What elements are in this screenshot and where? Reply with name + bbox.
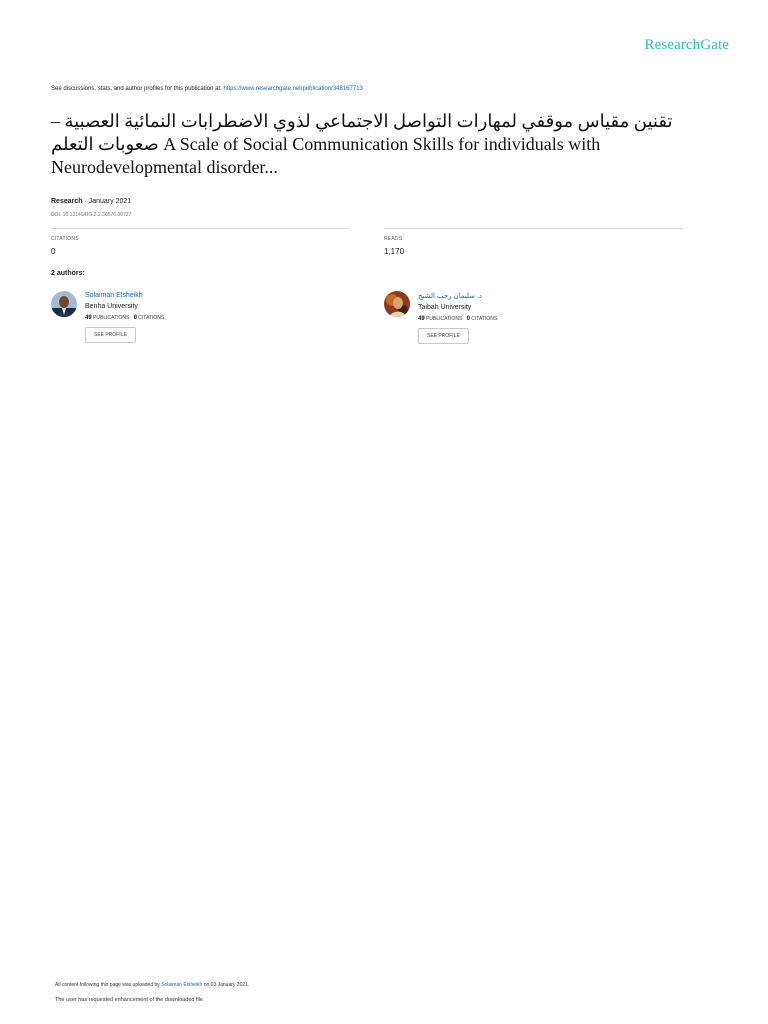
author-card xyxy=(51,291,351,355)
author-publications-label: PUBLICATIONS xyxy=(91,315,130,321)
publication-doi: DOI: 10.13140/RG.2.2.36576.30727 xyxy=(51,212,132,218)
publication-link[interactable]: https://www.researchgate.net/publication/348167713 xyxy=(223,86,363,92)
author-info xyxy=(418,292,497,344)
see-profile-button[interactable]: SEE PROFILE xyxy=(418,328,469,344)
title-arabic: تقنين مقياس موقفي لمهارات التواصل الاجتماعي لذوي الاضطرابات النمائية العصبية – صعوبات التعلم xyxy=(51,111,673,154)
author-citations-count: 0 xyxy=(133,315,137,321)
author-name[interactable]: د. سليمان رجب الشيخ xyxy=(418,293,483,300)
author-avatar[interactable] xyxy=(51,291,77,317)
author-stats xyxy=(85,315,164,321)
author-citations-label: CITATIONS xyxy=(469,316,498,322)
upload-suffix: on 03 January 2021. xyxy=(202,982,250,988)
publication-date: · January 2021 xyxy=(82,198,132,205)
upload-note xyxy=(55,982,249,988)
person-photo-icon xyxy=(384,291,410,317)
publication-type: Research xyxy=(51,198,83,205)
reads-value: 1,170 xyxy=(384,247,405,256)
uploader-link[interactable]: Solaiman Elsheikh xyxy=(161,982,203,988)
author-institution: Benha University xyxy=(85,303,138,310)
authors-heading: 2 authors: xyxy=(51,270,85,277)
see-discussions-line xyxy=(51,86,363,92)
author-publications-label: PUBLICATIONS xyxy=(424,316,463,322)
citations-value: 0 xyxy=(51,247,56,256)
author-avatar[interactable] xyxy=(384,291,410,317)
reads-label: READS xyxy=(384,236,403,242)
author-publications-count: 49 xyxy=(418,316,425,322)
author-citations-label: CITATIONS xyxy=(136,315,165,321)
see-discussions-text: See discussions, stats, and author profiles for this publication at: xyxy=(51,86,222,92)
see-profile-button[interactable]: SEE PROFILE xyxy=(85,327,136,343)
author-name[interactable]: Solaiman Elsheikh xyxy=(85,292,143,299)
person-photo-icon xyxy=(51,291,77,317)
researchgate-logo[interactable]: ResearchGate xyxy=(644,37,729,53)
author-card xyxy=(384,291,684,355)
author-citations-count: 0 xyxy=(466,316,470,322)
author-publications-count: 49 xyxy=(85,315,92,321)
reads-stat xyxy=(384,228,683,256)
author-info xyxy=(85,292,164,343)
citations-label: CITATIONS xyxy=(51,236,79,242)
publication-meta xyxy=(51,198,131,205)
author-stats xyxy=(418,316,497,322)
publication-title xyxy=(51,110,716,179)
author-institution: Taibah University xyxy=(418,304,472,311)
upload-prefix: All content following this page was uploaded by xyxy=(55,982,162,988)
enhancement-note: The user has requested enhancement of the downloaded file. xyxy=(55,997,205,1003)
citations-stat xyxy=(51,228,350,256)
title-english: A Scale of Social Communication Skills for individuals with Neurodevelopmental disorder... xyxy=(51,134,601,177)
